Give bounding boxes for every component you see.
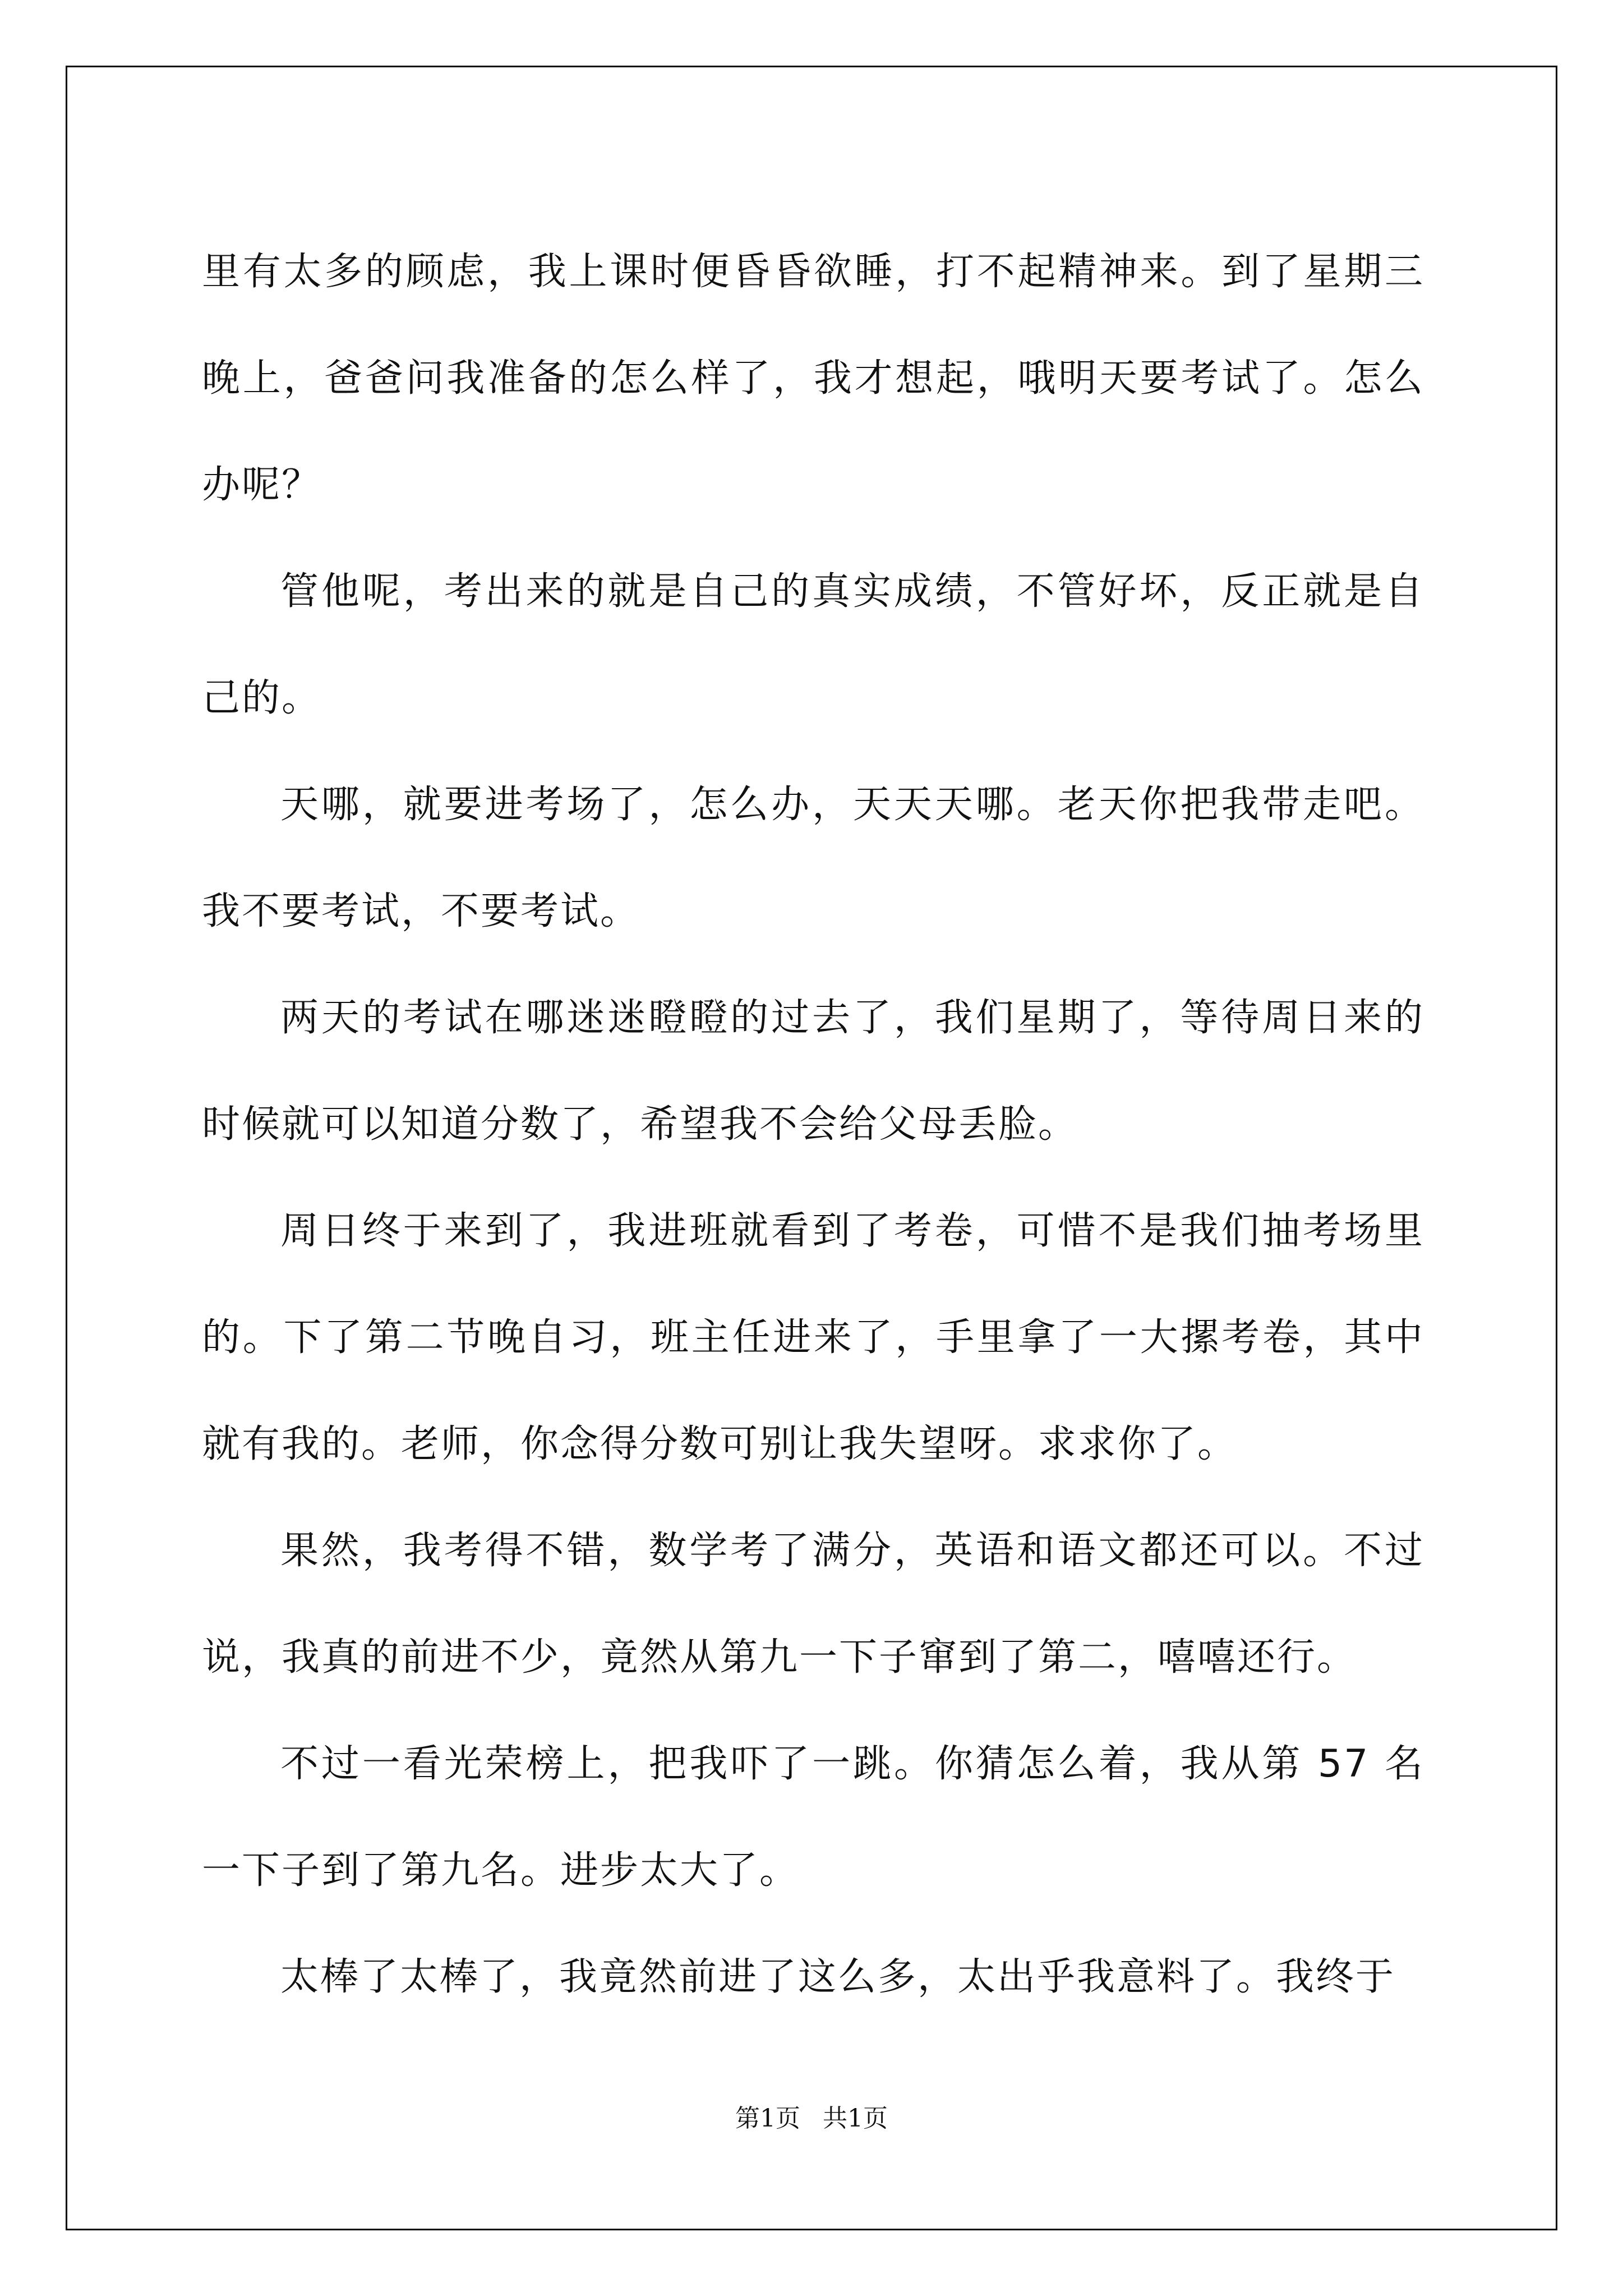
paragraph: 天哪，就要进考场了，怎么办，天天天哪。老天你把我带走吧。我不要考试，不要考试。 [202, 783, 1424, 933]
page-footer [0, 2098, 1623, 2134]
paragraph: 两天的考试在哪迷迷瞪瞪的过去了，我们星期了，等待周日来的时候就可以知道分数了，希望我不会给父母丢脸。 [202, 996, 1424, 1147]
page-total: 共1页 [823, 2104, 888, 2133]
paragraph: 周日终于来到了，我进班就看到了考卷，可惜不是我们抽考场里的。下了第二节晚自习，班主任进来了，手里拿了一大摞考卷，其中就有我的。老师，你念得分数可别让我失望呀。求求你了。 [202, 1209, 1424, 1466]
paragraph: 果然，我考得不错，数学考了满分，英语和语文都还可以。不过说，我真的前进不少，竟然从第九一下子窜到了第二，嘻嘻还行。 [202, 1529, 1424, 1680]
paragraph: 太棒了太棒了，我竟然前进了这么多，太出乎我意料了。我终于 [280, 1955, 1396, 1999]
document-body [202, 219, 1424, 2031]
paragraph: 不过一看光荣榜上，把我吓了一跳。你猜怎么着，我从第 57 名一下子到了第九名。进步太大了。 [202, 1742, 1424, 1893]
page-number: 第1页 [735, 2104, 800, 2133]
paragraph: 里有太多的顾虑，我上课时便昏昏欲睡，打不起精神来。到了星期三晚上，爸爸问我准备的怎么样了，我才想起，哦明天要考试了。怎么办呢？ [202, 250, 1424, 507]
paragraph: 管他呢，考出来的就是自己的真实成绩，不管好坏，反正就是自己的。 [202, 569, 1424, 720]
